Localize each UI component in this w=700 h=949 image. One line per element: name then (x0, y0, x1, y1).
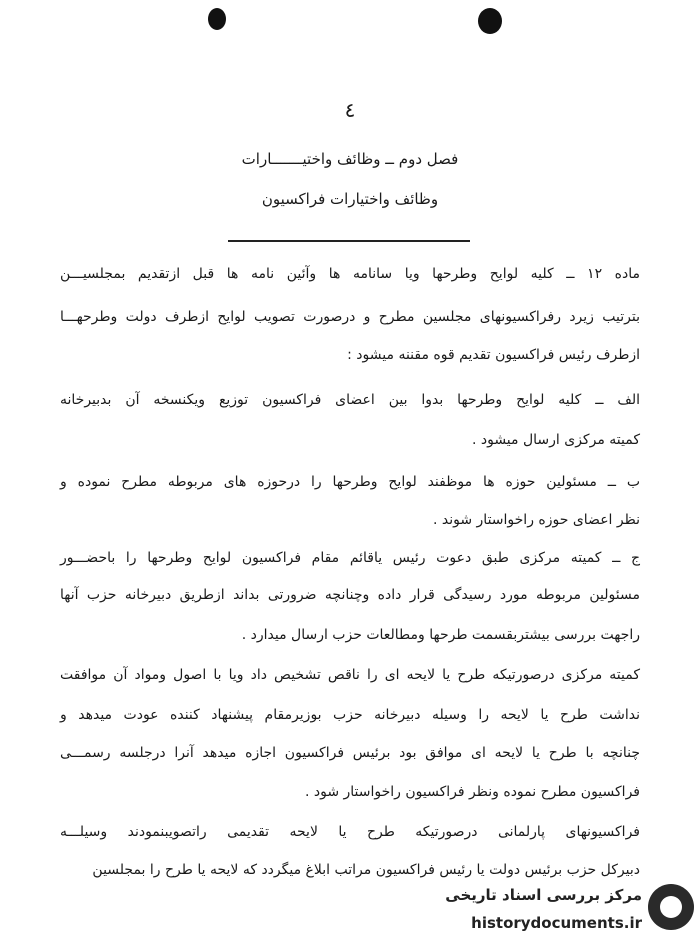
chapter-heading: فصل دوم ــ وظائف واختیـــــــارات (241, 150, 459, 168)
body-line: راجهت بررسی بیشتربقسمت طرحها ومطالعات حزب ارسال میدارد . (241, 627, 640, 643)
body-line: نظر اعضای حوزه راخواستار شوند . (432, 512, 640, 528)
watermark (404, 880, 694, 942)
heading-divider (228, 240, 470, 242)
page-number: ٤ (344, 98, 356, 122)
body-line: فراکسیونهای پارلمانی درصورتیکه طرح یا لایحه تقدیمی راتصویبنمودند وسیلـــه (60, 824, 640, 840)
archive-logo-icon (648, 884, 694, 930)
body-line: ماده ۱۲ ــ کلیه لوایح وطرحها ویا سانامه ها وآئین نامه ها قبل ازتقدیم بمجلسیـــن (60, 266, 641, 282)
body-line: فراکسیون مطرح نموده ونظر فراکسیون راخواستار شود . (304, 784, 640, 800)
body-line: نداشت طرح یا لایحه را وسیله دبیرخانه حزب بوزیرمقام پیشنهاد کننده عودت میدهد و (60, 707, 640, 723)
body-line: ب ــ مسئولین حوزه ها موظفند لوایح وطرحها را درحوزه های مربوطه مطرح نموده و (60, 474, 640, 490)
body-line: ج ــ کمیته مرکزی طبق دعوت رئیس یاقائم مقام فراکسیون لوایح وطرحها را باحضـــور (60, 550, 640, 566)
body-line: مسئولین مربوطه مورد رسیدگی قرار داده وچنانچه ضرورتی بداند ازطریق دبیرخانه حزب آنها (60, 587, 640, 603)
body-line: بترتیب زیرد رفراکسیونهای مجلسین مطرح و درصورت تصویب لوایح ازطرف دولت وطرحهـــا (60, 309, 640, 325)
body-line: چنانچه با طرح یا لایحه ای موافق بود برئیس فراکسیون اجازه میدهد آنرا درجلسه رسمـــی (60, 745, 640, 761)
body-line: الف ــ کلیه لوایح وطرحها بدوا بین اعضای فراکسیون توزیع ویکنسخه آن بدبیرخانه (60, 392, 640, 408)
punch-hole-mark (208, 8, 226, 30)
section-heading: وظائف واختیارات فراکسیون (261, 190, 439, 208)
body-line: کمیته مرکزی ارسال میشود . (471, 432, 640, 448)
body-line: ازطرف رئیس فراکسیون تقدیم قوه مقننه میشود : (347, 347, 640, 363)
body-line: کمیته مرکزی درصورتیکه طرح یا لایحه ای را ناقص تشخیص داد ویا با اصول ومواد آن موافقت (60, 667, 640, 683)
body-line: دبیرکل حزب برئیس دولت یا رئیس فراکسیون مراتب ابلاغ میگردد که لایحه یا طرح را بمجلسین (92, 862, 640, 878)
punch-hole-mark (478, 8, 502, 34)
watermark-url: historydocuments.ir (471, 914, 642, 932)
watermark-title: مرکز بررسی اسناد تاریخی (445, 886, 642, 904)
